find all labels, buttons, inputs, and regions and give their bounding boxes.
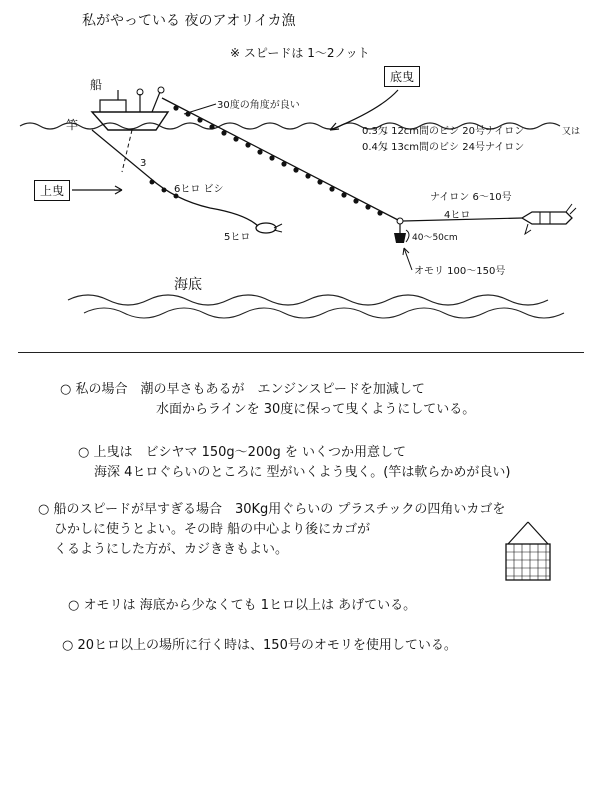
upper-lure-icon — [256, 223, 282, 233]
weight-sinker-icon — [394, 233, 406, 243]
note-line: くるようにした方が、カジききもよい。 — [54, 542, 289, 557]
depth-dashed-line — [122, 130, 132, 172]
note-bullet: ○ — [60, 382, 72, 397]
note-line: 水面からラインを 30度に保って曳くようにしている。 — [156, 402, 476, 417]
note-bullet: ○ — [62, 638, 74, 653]
line-spec-2: 0.4匁 13cm間のビシ 24号ナイロン — [362, 142, 525, 153]
note-line: 海深 4ヒロぐらいのところに 型がいくよう曳く。(竿は軟らかめが良い) — [94, 465, 511, 480]
nylon-label: ナイロン 6〜10号 — [430, 192, 512, 203]
basket-icon — [500, 520, 556, 584]
soko-label-box: 底曳 — [384, 66, 420, 87]
swivel-icon — [397, 218, 403, 224]
note-line: 船のスピードが早すぎる場合 30Kg用ぐらいの プラスチックの四角いカゴを — [53, 502, 506, 517]
note-bullet: ○ — [68, 598, 80, 613]
note-5 — [62, 636, 457, 656]
note-4 — [68, 596, 416, 616]
gap-label: 40〜50cm — [412, 233, 458, 243]
upper-troll-guide-line — [92, 130, 150, 178]
section-divider — [18, 352, 584, 353]
uwa-label-box: 上曳 — [34, 180, 70, 201]
speed-note: ※ スピードは 1〜2ノット — [230, 46, 370, 60]
bishi-label: 6ヒロ ビシ — [174, 184, 224, 195]
note-bullet: ○ — [38, 502, 50, 517]
line-spec-1: 0.3匁 12cm間のビシ 20号ナイロン — [362, 126, 525, 137]
note-1 — [60, 380, 475, 420]
seabed-line-2 — [84, 308, 564, 318]
note-bullet: ○ — [78, 445, 90, 460]
note-line: ひかしに使うとよい。その時 船の中心より後にカゴが — [54, 522, 371, 537]
length-5-label: 5ヒロ — [224, 232, 251, 243]
note-2 — [78, 443, 510, 483]
depth-3-label: 3 — [140, 158, 147, 169]
bottom-troll-line — [162, 98, 398, 220]
seabed-label: 海底 — [174, 277, 202, 293]
angle-note: 30度の角度が良い — [217, 100, 300, 111]
line-spec-or: 又は — [562, 127, 581, 137]
note-line: 20ヒロ以上の場所に行く時は、150号のオモリを使用している。 — [77, 638, 457, 653]
page-title: 私がやっている 夜のアオリイカ漁 — [82, 13, 296, 29]
squid-lure-icon — [522, 204, 576, 234]
bishi-sinker-dots — [173, 105, 382, 215]
note-line: オモリは 海底から少なくても 1ヒロ以上は あげている。 — [83, 598, 417, 613]
note-line: 私の場合 潮の早さもあるが エンジンスピードを加減して — [75, 382, 425, 397]
boat-label: 船 — [90, 78, 103, 92]
note-3 — [38, 500, 505, 560]
boat-icon — [92, 87, 168, 130]
length-4-label: 4ヒロ — [444, 210, 471, 221]
rod-label: 竿 — [66, 118, 79, 132]
note-line: 上曳は ビシヤマ 150g〜200g を いくつか用意して — [93, 445, 407, 460]
omori-label: オモリ 100〜150号 — [414, 266, 506, 277]
seabed-line-1 — [68, 295, 548, 305]
